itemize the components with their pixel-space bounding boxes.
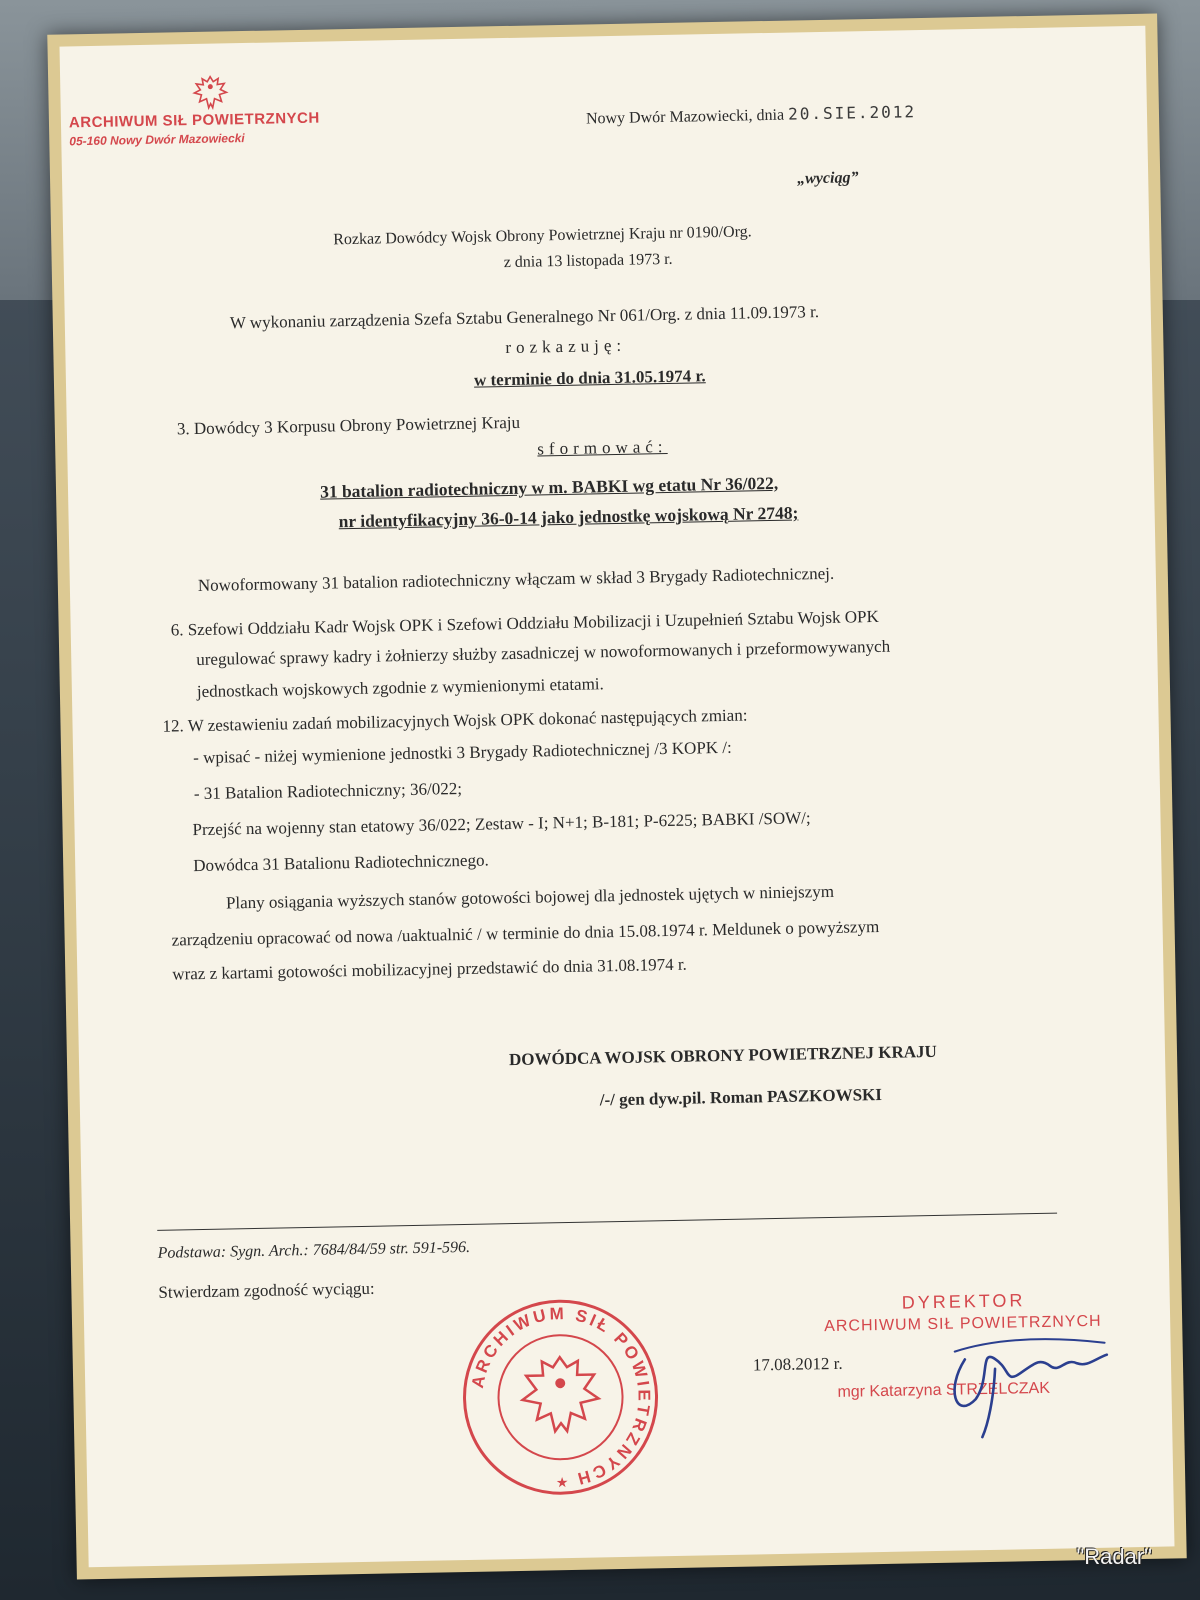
picture-frame: [47, 13, 1186, 1579]
director-stamp-archive: ARCHIWUM SIŁ POWIETRZNYCH: [824, 1312, 1102, 1336]
place-date-label: Nowy Dwór Mazowiecki, dnia: [585, 106, 785, 128]
order-date: z dnia 13 listopada 1973 r.: [503, 250, 673, 272]
point-12-line-4: Przejść na wojenny stan etatowy 36/022; Zestaw - I; N+1; B-181; P-6225; BABKI /SOW/;: [192, 808, 811, 840]
point-12-line-1: 12. W zestawieniu zadań mobilizacyjnych Wojsk OPK dokonać następujących zmian:: [162, 705, 748, 736]
unit-line-1: 31 batalion radiotechniczny w m. BABKI wg etatu Nr 36/022,: [319, 472, 779, 502]
plans-line-3: wraz z kartami gotowości mobilizacyjnej przedstawić do dnia 31.08.1974 r.: [172, 954, 687, 984]
execution-line: W wykonaniu zarządzenia Szefa Sztabu Generalnego Nr 061/Org. z dnia 11.09.1973 r.: [229, 302, 820, 333]
round-stamp-text: ARCHIWUM SIŁ POWIETRZNYCH: [467, 1303, 654, 1489]
plans-line-1: Plany osiągania wyższych stanów gotowości bojowej dla jednostek ujętych w niniejszym: [225, 881, 835, 913]
footer-divider: [157, 1213, 1057, 1231]
plans-line-2: zarządzeniu opracować od nowa /uaktualnić / w terminie do dnia 15.08.1974 r. Meldunek o powyższym: [171, 916, 880, 950]
archive-header-stamp: [68, 71, 358, 149]
director-stamp: [824, 1288, 1164, 1401]
star-icon: ★: [555, 1476, 569, 1492]
order-word: rozkazuję:: [505, 335, 627, 358]
svg-text:ARCHIWUM SIŁ POWIETRZNYCH: [466, 1302, 655, 1491]
extract-label: „wyciąg”: [797, 169, 859, 188]
stamp-archive-name: ARCHIWUM SIŁ POWIETRZNYCH: [68, 109, 320, 132]
director-stamp-title: DYREKTOR: [901, 1290, 1026, 1313]
deadline-line: w terminie do dnia 31.05.1974 r.: [473, 366, 706, 390]
eagle-emblem-icon: [190, 73, 231, 112]
stamp-archive-address: 05-160 Nowy Dwór Mazowiecki: [69, 131, 245, 149]
point-6-line-3: jednostkach wojskowych zgodnie z wymienionymi etatami.: [196, 674, 604, 702]
round-archive-stamp: [459, 1295, 663, 1499]
document-page: [60, 26, 1175, 1568]
point-6-line-1: 6. Szefowi Oddziału Kadr Wojsk OPK i Szefowi Oddziału Mobilizacji i Uzupełnień Sztabu Wojsk OPK: [170, 606, 879, 640]
certification-date: 17.08.2012 r.: [752, 1353, 843, 1375]
archive-basis: Podstawa: Sygn. Arch.: 7684/84/59 str. 591-596.: [157, 1238, 471, 1262]
unit-line-2: nr identyfikacyjny 36-0-14 jako jednostkę wojskową Nr 2748;: [338, 502, 799, 532]
point-12-line-3: - 31 Batalion Radiotechniczny; 36/022;: [193, 778, 463, 804]
order-title: Rozkaz Dowódcy Wojsk Obrony Powietrznej Kraju nr 0190/Org.: [333, 223, 752, 249]
point-12-line-2: - wpisać - niżej wymienione jednostki 3 Brygady Radiotechnicznej /3 KOPK /:: [192, 737, 732, 768]
point-6-line-2: uregulować sprawy kadry i żołnierzy służby zasadniczej w nowoformowanych i przeformowywanych: [196, 636, 891, 670]
place-date-line: [586, 102, 916, 128]
director-signature: [934, 1327, 1116, 1440]
radar-watermark: "Radar": [1076, 1544, 1152, 1569]
point-12-line-5: Dowódca 31 Batalionu Radiotechnicznego.: [193, 850, 489, 876]
incorporate-line: Nowoformowany 31 batalion radiotechniczny włączam w skład 3 Brygady Radiotechnicznej.: [197, 563, 835, 596]
form-word: sformować:: [537, 436, 668, 459]
signatory-title: DOWÓDCA WOJSK OBRONY POWIETRZNEJ KRAJU: [508, 1041, 938, 1070]
point-3-line: 3. Dowódcy 3 Korpusu Obrony Powietrznej Kraju: [176, 412, 521, 439]
eagle-emblem-icon: [522, 1356, 599, 1431]
stamped-date: 20.SIE.2012: [787, 102, 917, 124]
certify-label: Stwierdzam zgodność wyciągu:: [158, 1278, 375, 1302]
signatory-name: /-/ gen dyw.pil. Roman PASZKOWSKI: [599, 1084, 883, 1110]
director-stamp-name: mgr Katarzyna STRZELCZAK: [837, 1379, 1051, 1401]
